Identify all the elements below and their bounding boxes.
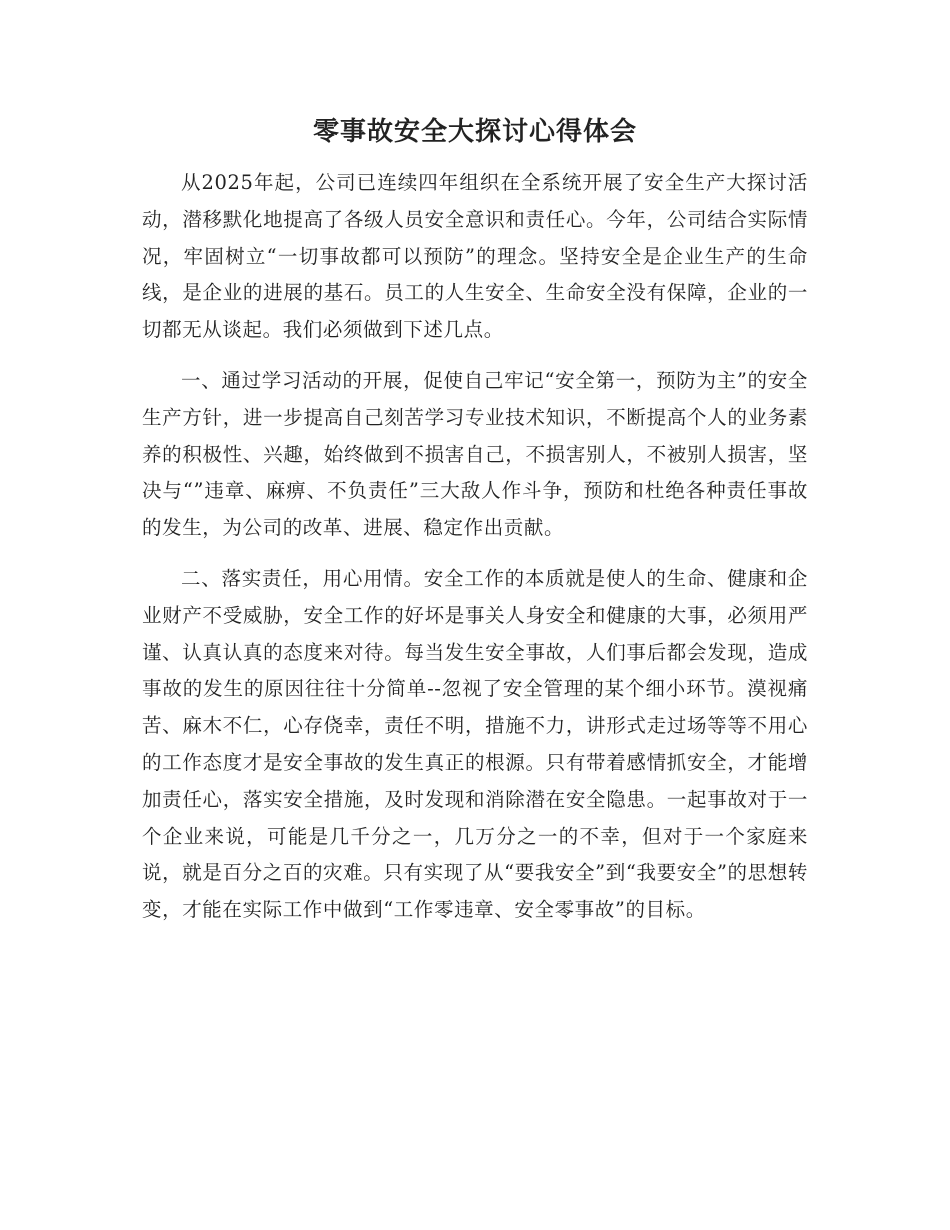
paragraph-point-one: 一、通过学习活动的开展，促使自己牢记“安全第一，预防为主”的安全生产方针，进一步提高自己刻苦学习专业技术知识，不断提高个人的业务素养的积极性、兴趣，始终做到不损害自己，不损害别人，不被别人损害，坚决与“”违章、麻痹、不负责任”三大敌人作斗争，预防和杜绝各种责任事故的发生，为公司的改革、进展、稳定作出贡献。 (142, 368, 808, 540)
document-body (142, 165, 808, 929)
document-title: 零事故安全大探讨心得体会 (312, 117, 637, 147)
paragraph-intro: 从2025年起，公司已连续四年组织在全系统开展了安全生产大探讨活动，潜移默化地提高了各级人员安全意识和责任心。今年，公司结合实际情况，牢固树立“一切事故都可以预防”的理念。坚持安全是企业生产的生命线，是企业的进展的基石。员工的人生安全、生命安全没有保障，企业的一切都无从谈起。我们必须做到下述几点。 (142, 171, 808, 342)
paragraph-point-two: 二、落实责任，用心用情。安全工作的本质就是使人的生命、健康和企业财产不受威胁，安全工作的好坏是事关人身安全和健康的大事，必须用严谨、认真认真的态度来对待。每当发生安全事故，人们事后都会发现，造成事故的发生的原因往往十分简单--忽视了安全管理的某个细小环节。漠视痛苦、麻木不仁，心存侥幸，责任不明，措施不力，讲形式走过场等等不用心的工作态度才是安全事故的发生真正的根源。只有带着感情抓安全，才能增加责任心，落实安全措施，及时发现和消除潜在安全隐患。一起事故对于一个企业来说，可能是几千分之一，几万分之一的不幸，但对于一个家庭来说，就是百分之百的灾难。只有实现了从“要我安全”到“我要安全”的思想转变，才能在实际工作中做到“工作零违章、安全零事故”的目标。 (142, 566, 808, 922)
